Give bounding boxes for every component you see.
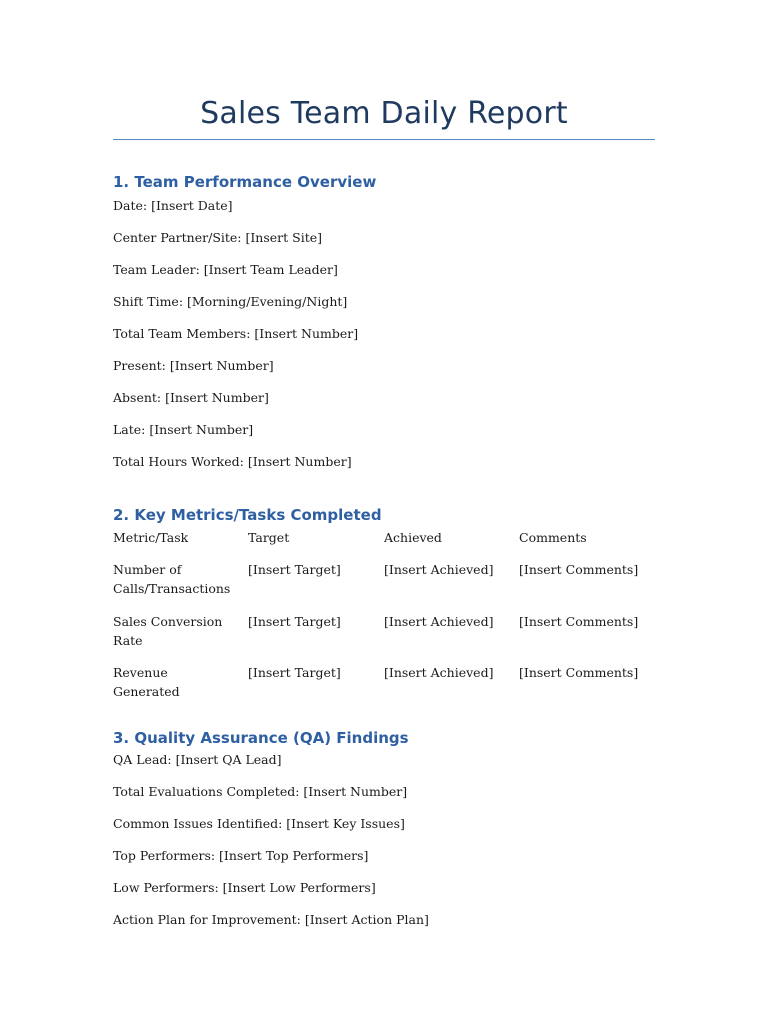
table-header-achieved: Achieved xyxy=(384,530,442,545)
table-cell-target: [Insert Target] xyxy=(248,562,341,577)
field-low-performers: Low Performers: [Insert Low Performers] xyxy=(113,880,376,895)
table-header-comments: Comments xyxy=(519,530,587,545)
field-absent: Absent: [Insert Number] xyxy=(113,390,269,405)
field-total-hours: Total Hours Worked: [Insert Number] xyxy=(113,454,352,469)
report-title: Sales Team Daily Report xyxy=(200,96,568,131)
table-cell-achieved: [Insert Achieved] xyxy=(384,614,494,629)
table-cell-comments: [Insert Comments] xyxy=(519,665,639,680)
table-cell-metric: Number of Calls/Transactions xyxy=(113,562,231,596)
field-total-members: Total Team Members: [Insert Number] xyxy=(113,326,359,341)
table-header-target: Target xyxy=(248,530,290,545)
field-present: Present: [Insert Number] xyxy=(113,358,274,373)
field-team-leader: Team Leader: [Insert Team Leader] xyxy=(113,262,338,277)
field-shift-time: Shift Time: [Morning/Evening/Night] xyxy=(113,294,348,309)
field-qa-lead: QA Lead: [Insert QA Lead] xyxy=(113,752,282,767)
field-late: Late: [Insert Number] xyxy=(113,422,254,437)
section-1-heading: 1. Team Performance Overview xyxy=(113,173,377,191)
field-site: Center Partner/Site: [Insert Site] xyxy=(113,230,322,245)
table-cell-achieved: [Insert Achieved] xyxy=(384,562,494,577)
field-common-issues: Common Issues Identified: [Insert Key Issues] xyxy=(113,816,405,831)
title-divider xyxy=(113,139,655,140)
section-2-heading: 2. Key Metrics/Tasks Completed xyxy=(113,506,382,524)
section-3-heading: 3. Quality Assurance (QA) Findings xyxy=(113,729,409,747)
table-cell-target: [Insert Target] xyxy=(248,665,341,680)
field-top-performers: Top Performers: [Insert Top Performers] xyxy=(113,848,369,863)
field-date: Date: [Insert Date] xyxy=(113,198,233,213)
table-cell-comments: [Insert Comments] xyxy=(519,562,639,577)
field-total-evaluations: Total Evaluations Completed: [Insert Number] xyxy=(113,784,408,799)
table-cell-target: [Insert Target] xyxy=(248,614,341,629)
field-action-plan: Action Plan for Improvement: [Insert Action Plan] xyxy=(113,912,429,927)
table-cell-metric: Sales Conversion Rate xyxy=(113,614,223,648)
table-cell-achieved: [Insert Achieved] xyxy=(384,665,494,680)
table-header-metric: Metric/Task xyxy=(113,530,189,545)
table-cell-metric: Revenue Generated xyxy=(113,665,180,699)
table-cell-comments: [Insert Comments] xyxy=(519,614,639,629)
